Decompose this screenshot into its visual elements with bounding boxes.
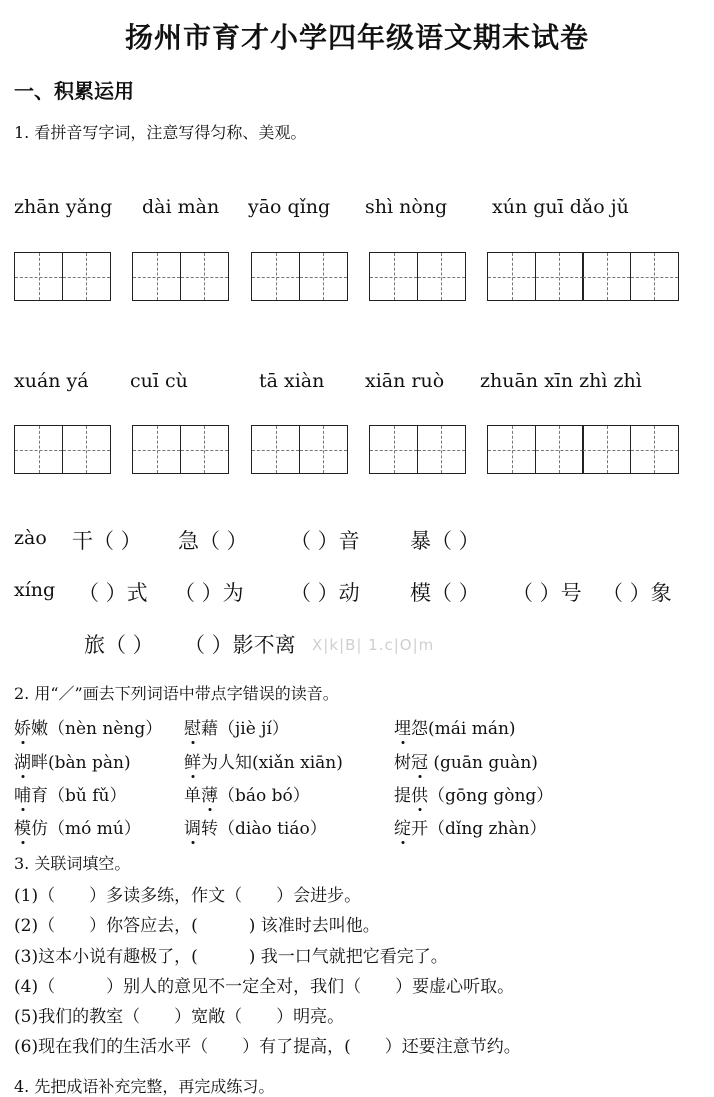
section-heading: 一、积累运用 — [14, 79, 134, 103]
fill-item: (6)现在我们的生活水平（ ）有了提高，( ）还要注意节约。 — [14, 1037, 521, 1057]
writing-box-group[interactable] — [132, 252, 227, 302]
reading-item: 单薄（báo bó） — [184, 781, 310, 806]
dotted-character: 调 — [184, 814, 201, 839]
reading-options[interactable]: （mó mú） — [48, 819, 141, 839]
reading-item: 调转（diào tiáo） — [184, 814, 327, 839]
fill-item: (4)（ ）别人的意见不一定全对，我们（ ）要虚心听取。 — [14, 977, 515, 997]
page-title: 扬州市育才小学四年级语文期末试卷 — [124, 21, 589, 54]
pinyin-row — [14, 370, 704, 400]
writing-box-group[interactable] — [14, 252, 109, 302]
reading-options[interactable]: （báo bó） — [218, 786, 310, 806]
reading-item: 哺育（bǔ fǔ） — [14, 781, 126, 806]
reading-item: 提供（gōng gòng） — [394, 781, 553, 806]
reading-options[interactable]: (guān guàn) — [428, 753, 538, 773]
pinyin-item: shì nòng — [365, 196, 448, 218]
pinyin-item: zhuān xīn zhì zhì — [480, 370, 642, 392]
question-3: 3. 关联词填空。 — [14, 854, 131, 873]
dotted-character: 慰 — [184, 714, 201, 739]
fill-item: (5)我们的教室（ ）宽敞（ ）明亮。 — [14, 1007, 345, 1027]
pinyin-item: dài màn — [142, 196, 220, 218]
writing-box-group[interactable] — [487, 252, 677, 302]
poly-item: （ ）号 — [512, 581, 582, 605]
reading-item: 树冠 (guān guàn) — [394, 748, 538, 773]
writing-box-group[interactable] — [369, 425, 464, 475]
dotted-character: 埋 — [394, 714, 411, 739]
fill-item: (2)（ ）你答应去，( ) 该准时去叫他。 — [14, 916, 380, 936]
dotted-character: 冠 — [411, 748, 428, 773]
reading-item: 娇嫩（nèn nèng） — [14, 714, 162, 739]
dotted-character: 鲜 — [184, 748, 201, 773]
fill-item: (1)（ ）多读多练，作文（ ）会进步。 — [14, 886, 362, 906]
reading-options[interactable]: （gōng gòng） — [428, 786, 554, 806]
reading-item: 绽开（dǐng zhàn） — [394, 814, 547, 839]
reading-item: 湖畔(bàn pàn) — [14, 748, 131, 773]
dotted-character: 供 — [411, 781, 428, 806]
poly-item: 干（ ） — [72, 529, 142, 553]
poly-item: （ ）动 — [290, 581, 360, 605]
reading-item: 埋怨(mái mán) — [394, 714, 516, 739]
pinyin-row — [14, 196, 704, 226]
writing-box-group[interactable] — [487, 425, 677, 475]
reading-options[interactable]: （bǔ fǔ） — [48, 786, 127, 806]
writing-box-group[interactable] — [369, 252, 464, 302]
question-2: 2. 用“／”画去下列词语中带点字错误的读音。 — [14, 684, 339, 703]
pinyin-item: tā xiàn — [259, 370, 325, 392]
poly-item: （ ）音 — [290, 529, 360, 553]
pinyin-item: xiān ruò — [365, 370, 445, 392]
dotted-character: 娇 — [14, 714, 31, 739]
poly-item: 旅（ ） — [84, 633, 154, 657]
pinyin-item: xuán yá — [14, 370, 89, 392]
question-4: 4. 先把成语补充完整，再完成练习。 — [14, 1077, 275, 1096]
dotted-character: 模 — [14, 814, 31, 839]
reading-options[interactable]: （nèn nèng） — [48, 719, 163, 739]
reading-options[interactable]: （jiè jí） — [218, 719, 289, 739]
reading-options[interactable]: (bàn pàn) — [48, 753, 131, 773]
pinyin-item: cuī cù — [130, 370, 188, 392]
writing-box-group[interactable] — [132, 425, 227, 475]
pinyin-item: yāo qǐng — [248, 196, 331, 218]
reading-options[interactable]: （diào tiáo） — [218, 819, 327, 839]
pinyin-item: zhān yǎng — [14, 196, 113, 218]
question-1: 1. 看拼音写字词，注意写得匀称、美观。 — [14, 123, 307, 142]
reading-item: 鲜为人知(xiǎn xiān) — [184, 748, 343, 773]
pinyin-item: xún guī dǎo jǔ — [492, 196, 629, 218]
poly-item: 暴（ ） — [410, 529, 480, 553]
watermark: X|k|B| 1.c|O|m — [312, 636, 435, 654]
writing-box-group[interactable] — [251, 252, 346, 302]
poly-item: （ ）为 — [174, 581, 244, 605]
writing-grid-row — [0, 425, 714, 475]
reading-item: 模仿（mó mú） — [14, 814, 141, 839]
poly-pinyin-label: zào — [14, 527, 47, 549]
poly-item: （ ）式 — [78, 581, 148, 605]
dotted-character: 绽 — [394, 814, 411, 839]
reading-options[interactable]: (mái mán) — [428, 719, 516, 739]
poly-item: （ ）影不离 — [184, 633, 296, 657]
writing-grid-row — [0, 252, 714, 302]
reading-item: 慰藉（jiè jí） — [184, 714, 289, 739]
dotted-character: 哺 — [14, 781, 31, 806]
poly-item: 急（ ） — [178, 529, 248, 553]
poly-pinyin-label: xíng — [14, 579, 56, 601]
fill-item: (3)这本小说有趣极了，( ) 我一口气就把它看完了。 — [14, 947, 448, 967]
dotted-character: 薄 — [201, 781, 218, 806]
reading-options[interactable]: (xiǎn xiān) — [252, 753, 343, 773]
writing-box-group[interactable] — [14, 425, 109, 475]
poly-item: 模（ ） — [410, 581, 480, 605]
reading-options[interactable]: （dǐng zhàn） — [428, 819, 547, 839]
dotted-character: 湖 — [14, 748, 31, 773]
poly-item: （ ）象 — [602, 581, 672, 605]
writing-box-group[interactable] — [251, 425, 346, 475]
